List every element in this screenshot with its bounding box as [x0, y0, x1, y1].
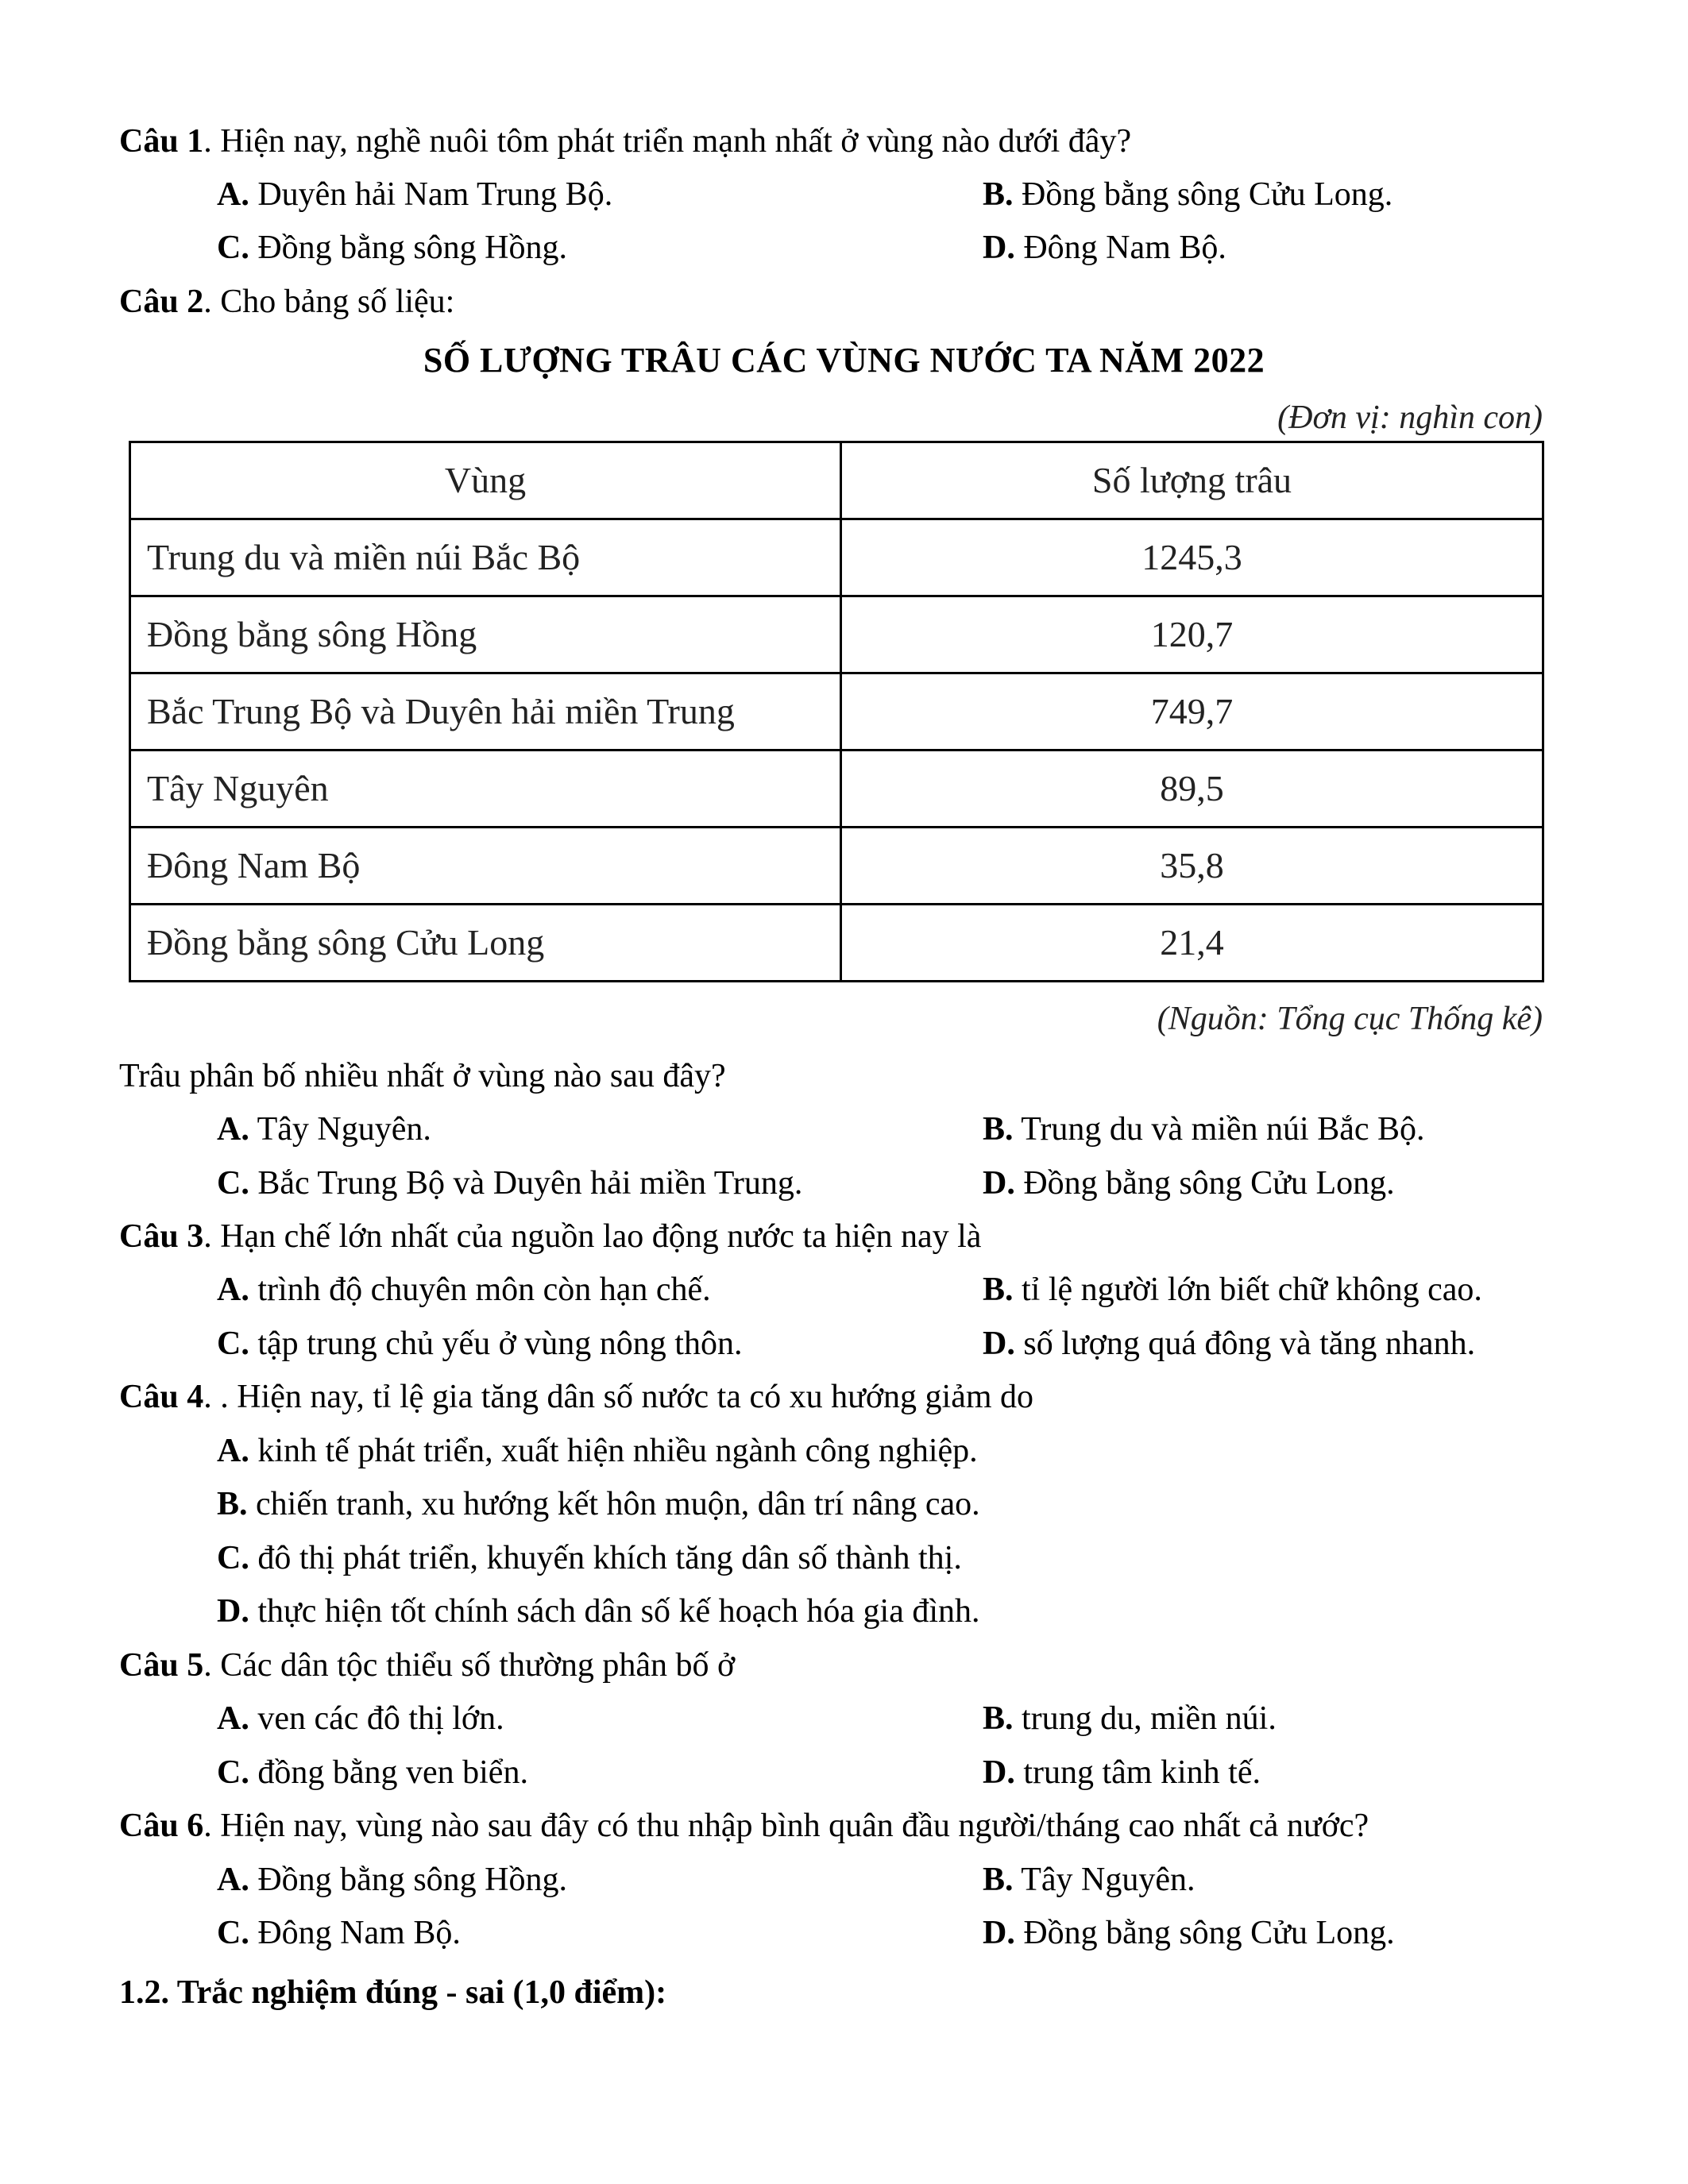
option-letter: A.: [217, 1111, 249, 1148]
option-letter: A.: [217, 1433, 249, 1469]
table-row: [130, 519, 1543, 596]
value-cell: 1245,3: [841, 519, 1543, 596]
option-letter: C.: [217, 1540, 249, 1576]
question-text: . Hạn chế lớn nhất của nguồn lao động nước ta hiện nay là: [203, 1218, 982, 1255]
q1-option-b[interactable]: [983, 178, 1393, 211]
option-text: Đồng bằng sông Hồng.: [249, 1862, 567, 1898]
q3-option-c[interactable]: [217, 1327, 742, 1360]
question-label: Câu 1: [119, 123, 204, 160]
option-letter: A.: [217, 176, 249, 213]
option-letter: C.: [217, 1325, 249, 1362]
question-text: . Hiện nay, vùng nào sau đây có thu nhập bình quân đầu người/tháng cao nhất cả nước?: [203, 1808, 1369, 1844]
option-letter: D.: [983, 1754, 1015, 1791]
q2-option-d[interactable]: [983, 1167, 1395, 1200]
table-row: [130, 751, 1543, 828]
value-cell: 749,7: [841, 673, 1543, 751]
question-text: . Các dân tộc thiểu số thường phân bố ở: [203, 1647, 736, 1684]
question-text: . . Hiện nay, tỉ lệ gia tăng dân số nước ta có xu hướng giảm do: [203, 1379, 1034, 1415]
option-text: Đồng bằng sông Cửu Long.: [1014, 1915, 1395, 1951]
q4-option-d[interactable]: [217, 1595, 980, 1628]
question-label: Câu 2: [119, 284, 204, 320]
option-letter: B.: [983, 1700, 1014, 1737]
option-letter: C.: [217, 1165, 249, 1202]
option-text: thực hiện tốt chính sách dân số kế hoạch hóa gia đình.: [249, 1593, 980, 1630]
option-text: tỉ lệ người lớn biết chữ không cao.: [1013, 1271, 1482, 1308]
q6-option-a[interactable]: [217, 1863, 567, 1897]
option-text: Tây Nguyên.: [249, 1111, 431, 1148]
question-label: Câu 5: [119, 1647, 204, 1684]
question-label: Câu 3: [119, 1218, 204, 1255]
column-header-region: Vùng: [130, 442, 841, 519]
q5-option-c[interactable]: [217, 1756, 528, 1789]
option-text: tập trung chủ yếu ở vùng nông thôn.: [249, 1325, 743, 1362]
q5-option-a[interactable]: [217, 1702, 504, 1735]
q3-option-b[interactable]: [983, 1273, 1482, 1306]
table-row: [130, 673, 1543, 751]
option-text: trung du, miền núi.: [1013, 1700, 1277, 1737]
q5-option-b[interactable]: [983, 1702, 1277, 1735]
question-5: [119, 1649, 735, 1682]
column-header-count: Số lượng trâu: [841, 442, 1543, 519]
option-text: Đồng bằng sông Cửu Long.: [1013, 176, 1393, 213]
region-cell: Đồng bằng sông Cửu Long: [130, 905, 841, 982]
table-header-row: [130, 442, 1543, 519]
value-cell: 89,5: [841, 751, 1543, 828]
option-text: Duyên hải Nam Trung Bộ.: [249, 176, 613, 213]
question-4: [119, 1380, 1033, 1414]
option-letter: D.: [983, 1165, 1015, 1202]
option-text: đô thị phát triển, khuyến khích tăng dân số thành thị.: [249, 1540, 962, 1576]
question-2: [119, 285, 454, 318]
q1-option-d[interactable]: [983, 231, 1226, 264]
q6-option-d[interactable]: [983, 1916, 1395, 1950]
option-letter: B.: [983, 1271, 1014, 1308]
question-1: [119, 125, 1131, 158]
value-cell: 120,7: [841, 596, 1543, 673]
option-text: Đông Nam Bộ.: [1014, 230, 1226, 266]
table-row: [130, 596, 1543, 673]
option-text: trình độ chuyên môn còn hạn chế.: [249, 1271, 711, 1308]
value-cell: 35,8: [841, 828, 1543, 905]
question-6: [119, 1809, 1369, 1843]
option-text: Đồng bằng sông Hồng.: [249, 230, 567, 266]
q4-option-a[interactable]: [217, 1434, 978, 1468]
option-text: Đồng bằng sông Cửu Long.: [1014, 1165, 1395, 1202]
section-heading: 1.2. Trắc nghiệm đúng - sai (1,0 điểm):: [119, 1974, 667, 2011]
q3-option-a[interactable]: [217, 1273, 711, 1306]
value-cell: 21,4: [841, 905, 1543, 982]
option-letter: D.: [983, 1325, 1015, 1362]
q6-option-c[interactable]: [217, 1916, 461, 1950]
option-letter: D.: [983, 230, 1015, 266]
q2-option-c[interactable]: [217, 1167, 802, 1200]
table-source: (Nguồn: Tổng cục Thống kê): [1157, 1001, 1543, 1037]
option-text: kinh tế phát triển, xuất hiện nhiều ngành công nghiệp.: [249, 1433, 978, 1469]
option-letter: D.: [217, 1593, 249, 1630]
question-text: . Cho bảng số liệu:: [203, 284, 455, 320]
question-text: . Hiện nay, nghề nuôi tôm phát triển mạnh nhất ở vùng nào dưới đây?: [203, 123, 1132, 160]
option-letter: C.: [217, 1754, 249, 1791]
question-label: Câu 6: [119, 1808, 204, 1844]
region-cell: Trung du và miền núi Bắc Bộ: [130, 519, 841, 596]
option-text: số lượng quá đông và tăng nhanh.: [1014, 1325, 1476, 1362]
option-letter: D.: [983, 1915, 1015, 1951]
option-text: trung tâm kinh tế.: [1014, 1754, 1261, 1791]
option-text: ven các đô thị lớn.: [249, 1700, 504, 1737]
question-3: [119, 1220, 981, 1253]
table-row: [130, 828, 1543, 905]
option-letter: B.: [983, 1111, 1014, 1148]
option-letter: C.: [217, 1915, 249, 1951]
region-cell: Đồng bằng sông Hồng: [130, 596, 841, 673]
region-cell: Đông Nam Bộ: [130, 828, 841, 905]
region-cell: Tây Nguyên: [130, 751, 841, 828]
option-letter: B.: [217, 1486, 248, 1522]
q2-option-a[interactable]: [217, 1113, 431, 1146]
table-title: SỐ LƯỢNG TRÂU CÁC VÙNG NƯỚC TA NĂM 2022: [423, 341, 1265, 380]
question-2-prompt: Trâu phân bố nhiều nhất ở vùng nào sau đây?: [119, 1058, 726, 1094]
q1-option-a[interactable]: [217, 178, 612, 211]
option-letter: A.: [217, 1700, 249, 1737]
q4-option-b[interactable]: [217, 1488, 980, 1521]
question-label: Câu 4: [119, 1379, 204, 1415]
option-text: Đông Nam Bộ.: [249, 1915, 461, 1951]
option-text: Bắc Trung Bộ và Duyên hải miền Trung.: [249, 1165, 803, 1202]
q4-option-c[interactable]: [217, 1542, 962, 1575]
buffalo-table: [129, 441, 1544, 982]
option-text: Trung du và miền núi Bắc Bộ.: [1013, 1111, 1425, 1148]
option-text: đồng bằng ven biển.: [249, 1754, 528, 1791]
option-letter: A.: [217, 1862, 249, 1898]
q1-option-c[interactable]: [217, 231, 567, 264]
region-cell: Bắc Trung Bộ và Duyên hải miền Trung: [130, 673, 841, 751]
table-unit: (Đơn vị: nghìn con): [1277, 399, 1543, 436]
q5-option-d[interactable]: [983, 1756, 1261, 1789]
option-letter: B.: [983, 1862, 1014, 1898]
q2-option-b[interactable]: [983, 1113, 1425, 1146]
option-letter: A.: [217, 1271, 249, 1308]
option-text: chiến tranh, xu hướng kết hôn muộn, dân trí nâng cao.: [247, 1486, 980, 1522]
option-letter: B.: [983, 176, 1014, 213]
table-row: [130, 905, 1543, 982]
q3-option-d[interactable]: [983, 1327, 1475, 1360]
option-text: Tây Nguyên.: [1013, 1862, 1196, 1898]
option-letter: C.: [217, 230, 249, 266]
q6-option-b[interactable]: [983, 1863, 1196, 1897]
